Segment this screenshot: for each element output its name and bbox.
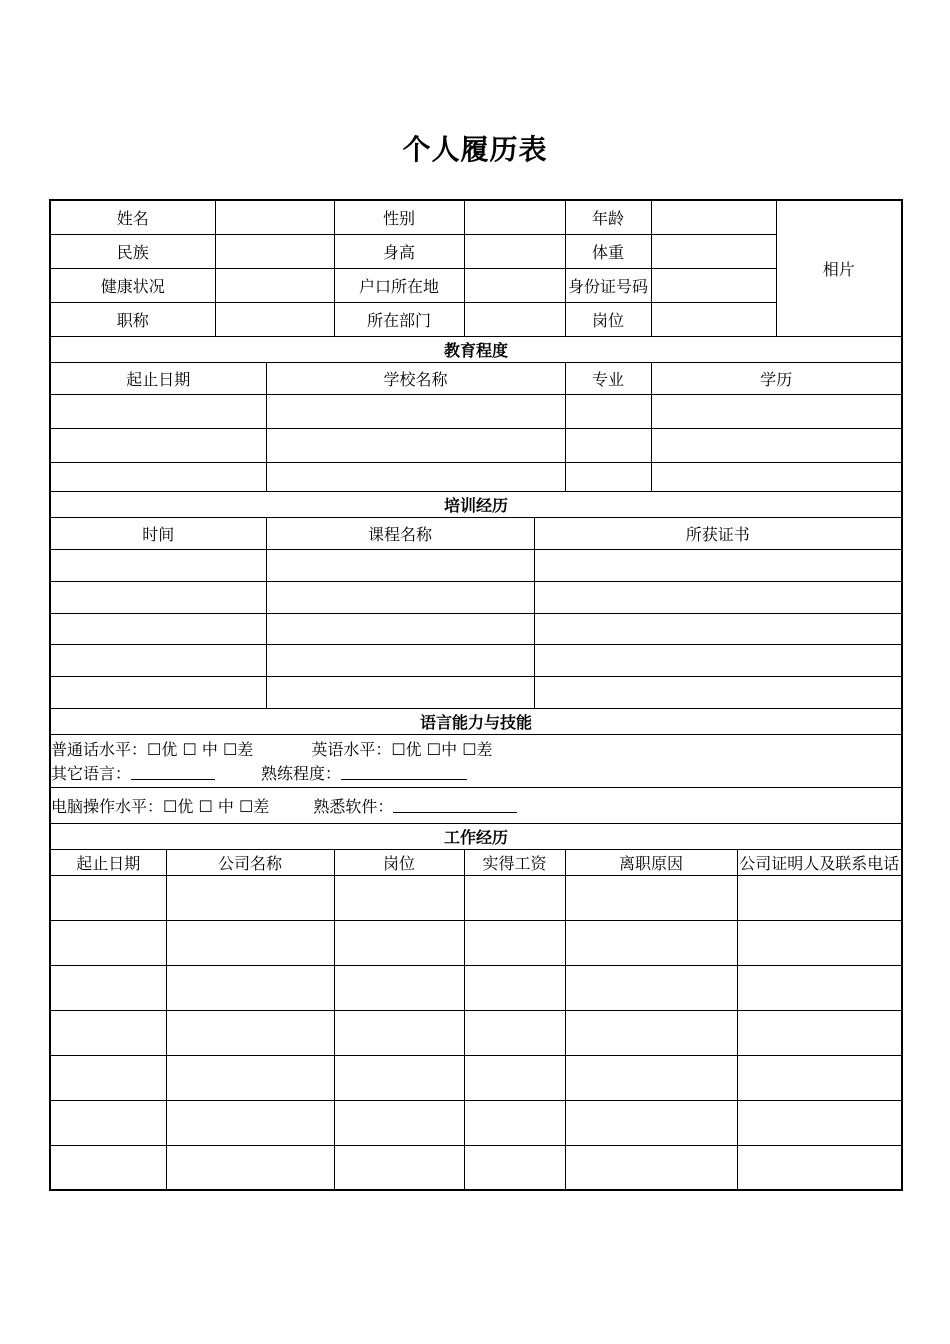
language-heading: 语言能力与技能: [50, 708, 902, 734]
computer-options[interactable]: ☐优 ☐ 中 ☐差: [163, 796, 270, 816]
table-row: [50, 581, 902, 613]
other-language-blank[interactable]: [131, 765, 215, 780]
work-cell[interactable]: [50, 1055, 166, 1100]
work-cell[interactable]: [166, 875, 334, 920]
id-number-input-cell[interactable]: [651, 268, 776, 302]
education-heading: 教育程度: [50, 336, 902, 362]
work-cell[interactable]: [565, 965, 737, 1010]
work-cell[interactable]: [464, 965, 565, 1010]
work-cell[interactable]: [737, 875, 902, 920]
train-cell[interactable]: [534, 613, 902, 644]
train-cell[interactable]: [534, 644, 902, 676]
train-cell[interactable]: [266, 549, 534, 581]
position-input-cell[interactable]: [651, 302, 776, 336]
training-header-row: [50, 517, 902, 549]
work-col-reference: 公司证明人及联系电话: [737, 849, 902, 875]
train-cell[interactable]: [534, 581, 902, 613]
age-label: 年龄: [565, 200, 651, 234]
edu-col-degree: 学历: [651, 362, 902, 394]
edu-cell[interactable]: [565, 428, 651, 462]
train-cell[interactable]: [534, 676, 902, 708]
personal-row: [50, 234, 902, 268]
software-blank[interactable]: [393, 798, 517, 813]
work-col-position: 岗位: [334, 849, 464, 875]
train-cell[interactable]: [266, 676, 534, 708]
work-cell[interactable]: [166, 1145, 334, 1190]
work-cell[interactable]: [166, 920, 334, 965]
table-row: [50, 1055, 902, 1100]
computer-skills-cell: [50, 787, 902, 823]
position-label: 岗位: [565, 302, 651, 336]
edu-col-school: 学校名称: [266, 362, 565, 394]
edu-cell[interactable]: [565, 462, 651, 491]
hukou-label: 户口所在地: [334, 268, 464, 302]
edu-cell[interactable]: [266, 428, 565, 462]
other-language-label: 其它语言：: [51, 764, 132, 783]
train-cell[interactable]: [534, 549, 902, 581]
table-row: [50, 549, 902, 581]
table-row: [50, 462, 902, 491]
weight-label: 体重: [565, 234, 651, 268]
gender-input-cell[interactable]: [464, 200, 565, 234]
work-cell[interactable]: [737, 1055, 902, 1100]
department-input-cell[interactable]: [464, 302, 565, 336]
table-row: [50, 965, 902, 1010]
personal-row: [50, 302, 902, 336]
english-options[interactable]: ☐优 ☐中 ☐差: [391, 740, 493, 759]
work-cell[interactable]: [464, 920, 565, 965]
work-cell[interactable]: [464, 1055, 565, 1100]
work-cell[interactable]: [50, 1010, 166, 1055]
name-input-cell[interactable]: [215, 200, 334, 234]
work-cell[interactable]: [50, 920, 166, 965]
table-row: [50, 394, 902, 428]
photo-box[interactable]: 相片: [776, 200, 902, 336]
work-cell[interactable]: [565, 875, 737, 920]
computer-label: 电脑操作水平：: [51, 796, 164, 816]
train-col-course: 课程名称: [266, 517, 534, 549]
train-cell[interactable]: [266, 644, 534, 676]
train-cell[interactable]: [266, 581, 534, 613]
work-heading: 工作经历: [50, 823, 902, 849]
training-heading: 培训经历: [50, 491, 902, 517]
personal-row: [50, 200, 902, 234]
train-cell[interactable]: [50, 644, 266, 676]
work-cell[interactable]: [565, 1145, 737, 1190]
height-label: 身高: [334, 234, 464, 268]
work-cell[interactable]: [565, 1100, 737, 1145]
table-row: [50, 1145, 902, 1190]
work-cell[interactable]: [166, 965, 334, 1010]
work-cell[interactable]: [50, 1145, 166, 1190]
train-col-certificate: 所获证书: [534, 517, 902, 549]
title-input-cell[interactable]: [215, 302, 334, 336]
work-cell[interactable]: [737, 965, 902, 1010]
train-col-time: 时间: [50, 517, 266, 549]
ethnicity-input-cell[interactable]: [215, 234, 334, 268]
table-row: [50, 676, 902, 708]
table-row: [50, 428, 902, 462]
table-row: [50, 1010, 902, 1055]
work-cell[interactable]: [464, 1145, 565, 1190]
hukou-input-cell[interactable]: [464, 268, 565, 302]
work-cell[interactable]: [334, 1145, 464, 1190]
proficiency-blank[interactable]: [341, 765, 467, 780]
work-cell[interactable]: [334, 1055, 464, 1100]
work-cell[interactable]: [50, 1100, 166, 1145]
health-label: 健康状况: [50, 268, 215, 302]
edu-cell[interactable]: [50, 394, 266, 428]
education-header-row: [50, 362, 902, 394]
work-cell[interactable]: [464, 1100, 565, 1145]
train-cell[interactable]: [50, 676, 266, 708]
work-cell[interactable]: [166, 1010, 334, 1055]
work-cell[interactable]: [334, 1010, 464, 1055]
table-row: [50, 613, 902, 644]
work-header-row: [50, 849, 902, 875]
edu-cell[interactable]: [651, 394, 902, 428]
language-skills-cell: [50, 734, 902, 787]
work-cell[interactable]: [565, 1055, 737, 1100]
work-cell[interactable]: [565, 920, 737, 965]
train-cell[interactable]: [50, 581, 266, 613]
software-label: 熟悉软件：: [313, 796, 394, 816]
work-cell[interactable]: [50, 875, 166, 920]
edu-cell[interactable]: [651, 428, 902, 462]
work-cell[interactable]: [737, 1010, 902, 1055]
train-cell[interactable]: [266, 613, 534, 644]
ethnicity-label: 民族: [50, 234, 215, 268]
edu-cell[interactable]: [266, 462, 565, 491]
name-label: 姓名: [50, 200, 215, 234]
train-cell[interactable]: [50, 613, 266, 644]
work-cell[interactable]: [166, 1055, 334, 1100]
work-cell[interactable]: [737, 1145, 902, 1190]
work-cell[interactable]: [166, 1100, 334, 1145]
mandarin-label: 普通话水平：: [51, 740, 148, 759]
table-row: [50, 920, 902, 965]
work-cell[interactable]: [334, 965, 464, 1010]
edu-col-major: 专业: [565, 362, 651, 394]
table-row: [50, 875, 902, 920]
work-col-company: 公司名称: [166, 849, 334, 875]
resume-form: [49, 199, 903, 1191]
id-number-label: 身份证号码: [565, 268, 651, 302]
edu-cell[interactable]: [50, 462, 266, 491]
work-cell[interactable]: [464, 1010, 565, 1055]
edu-cell[interactable]: [651, 462, 902, 491]
work-cell[interactable]: [737, 1100, 902, 1145]
edu-cell[interactable]: [50, 428, 266, 462]
page-title: 个人履历表: [402, 133, 548, 166]
work-col-dates: 起止日期: [50, 849, 166, 875]
work-col-salary: 实得工资: [464, 849, 565, 875]
weight-input-cell[interactable]: [651, 234, 776, 268]
department-label: 所在部门: [334, 302, 464, 336]
proficiency-label: 熟练程度：: [261, 764, 342, 783]
table-row: [50, 644, 902, 676]
work-cell[interactable]: [565, 1010, 737, 1055]
work-cell[interactable]: [464, 875, 565, 920]
table-row: [50, 1100, 902, 1145]
work-col-reason: 离职原因: [565, 849, 737, 875]
title-label: 职称: [50, 302, 215, 336]
age-input-cell[interactable]: [651, 200, 776, 234]
mandarin-options[interactable]: ☐优 ☐ 中 ☐差: [147, 740, 254, 759]
work-cell[interactable]: [334, 1100, 464, 1145]
work-cell[interactable]: [334, 875, 464, 920]
work-cell[interactable]: [737, 920, 902, 965]
edu-col-dates: 起止日期: [50, 362, 266, 394]
work-cell[interactable]: [334, 920, 464, 965]
work-cell[interactable]: [50, 965, 166, 1010]
health-input-cell[interactable]: [215, 268, 334, 302]
edu-cell[interactable]: [565, 394, 651, 428]
gender-label: 性别: [334, 200, 464, 234]
height-input-cell[interactable]: [464, 234, 565, 268]
personal-row: [50, 268, 902, 302]
train-cell[interactable]: [50, 549, 266, 581]
english-label: 英语水平：: [311, 740, 392, 759]
edu-cell[interactable]: [266, 394, 565, 428]
